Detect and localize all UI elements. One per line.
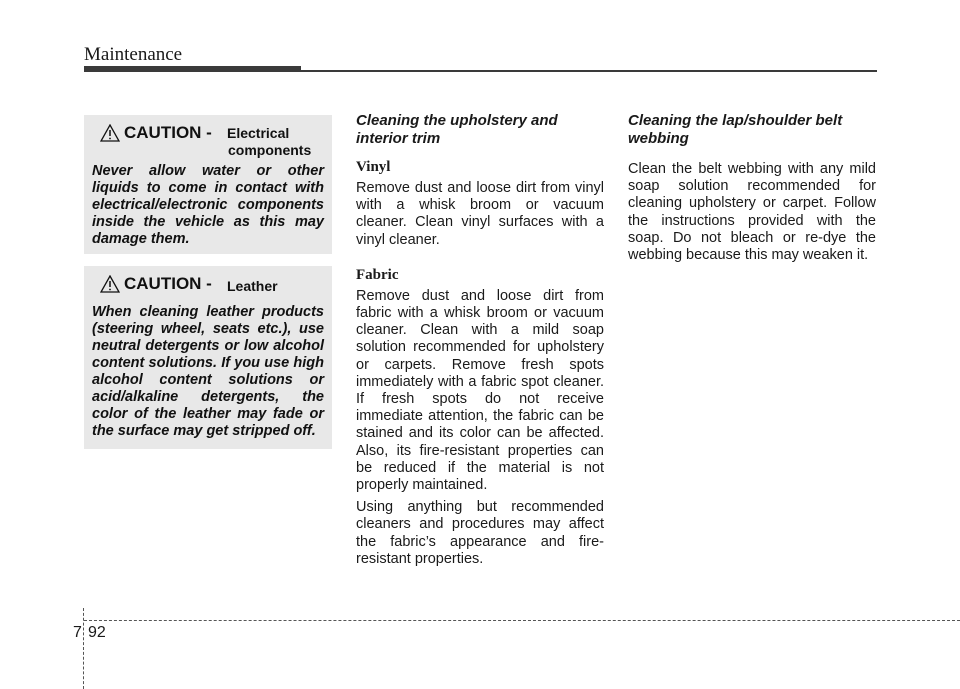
belt-section xyxy=(628,112,876,269)
footer-rule xyxy=(84,620,960,621)
header-rule-thin xyxy=(301,70,877,72)
caution-text: When cleaning leather products (steering wheel, seats etc.), use neutral detergents or low alcohol content solutions. If you use high alcohol content solutions or acid/alkaline detergents, the color of the leather may fade or the surface may get stripped off. xyxy=(92,304,324,439)
caution-text: Never allow water or other liquids to come in contact with electrical/electronic components inside the vehicle as this may damage them. xyxy=(92,163,324,247)
caution-box-electrical xyxy=(84,115,332,254)
section-heading: Cleaning the lap/shoulder belt webbing xyxy=(628,112,843,147)
page-number: 92 xyxy=(88,624,106,641)
caution-subject-cont: components xyxy=(228,142,312,158)
fabric-paragraph: Remove dust and loose dirt from fabric with a whisk broom or vacuum cleaner. Clean with a mild soap solution recommended for upholstery or carpets. Remove fresh spots immediately with a fabric spot cleaner. If fresh spots do not receive immediate attention, the fabric can be stained and its color can be affected. Also, its fire-resistant properties can be reduced if the material is not properly maintained. xyxy=(356,287,604,494)
header-rule-thick xyxy=(84,66,301,72)
caution-subject: Electrical xyxy=(227,125,290,141)
caution-subject: Leather xyxy=(227,278,278,294)
fabric-paragraph-2: Using anything but recommended cleaners and procedures may affect the fabric’s appearance and fire-resistant properties. xyxy=(356,499,604,567)
caution-box-leather xyxy=(84,266,332,449)
caution-label: CAUTION - xyxy=(124,123,212,142)
page-title: Maintenance xyxy=(84,44,183,65)
caution-label: CAUTION - xyxy=(124,274,212,293)
chapter-number: 7 xyxy=(73,624,82,641)
belt-paragraph: Clean the belt webbing with any mild soap solution recommended for cleaning upholstery or carpet. Follow the instructions provided with the soap. Do not bleach or re-dye the webbing because this may weaken it. xyxy=(628,161,876,264)
warning-triangle-icon xyxy=(100,275,120,293)
upholstery-section xyxy=(356,112,604,573)
vinyl-paragraph: Remove dust and loose dirt from vinyl with a whisk broom or vacuum cleaner. Clean vinyl surfaces with a vinyl cleaner. xyxy=(356,180,604,248)
caution-header xyxy=(92,266,324,304)
section-heading: Cleaning the upholstery and interior trim xyxy=(356,112,558,147)
vinyl-subheading: Vinyl xyxy=(356,159,391,175)
footer-divider xyxy=(83,608,84,689)
caution-header xyxy=(92,115,324,163)
fabric-subheading: Fabric xyxy=(356,266,399,283)
warning-triangle-icon xyxy=(100,124,120,142)
